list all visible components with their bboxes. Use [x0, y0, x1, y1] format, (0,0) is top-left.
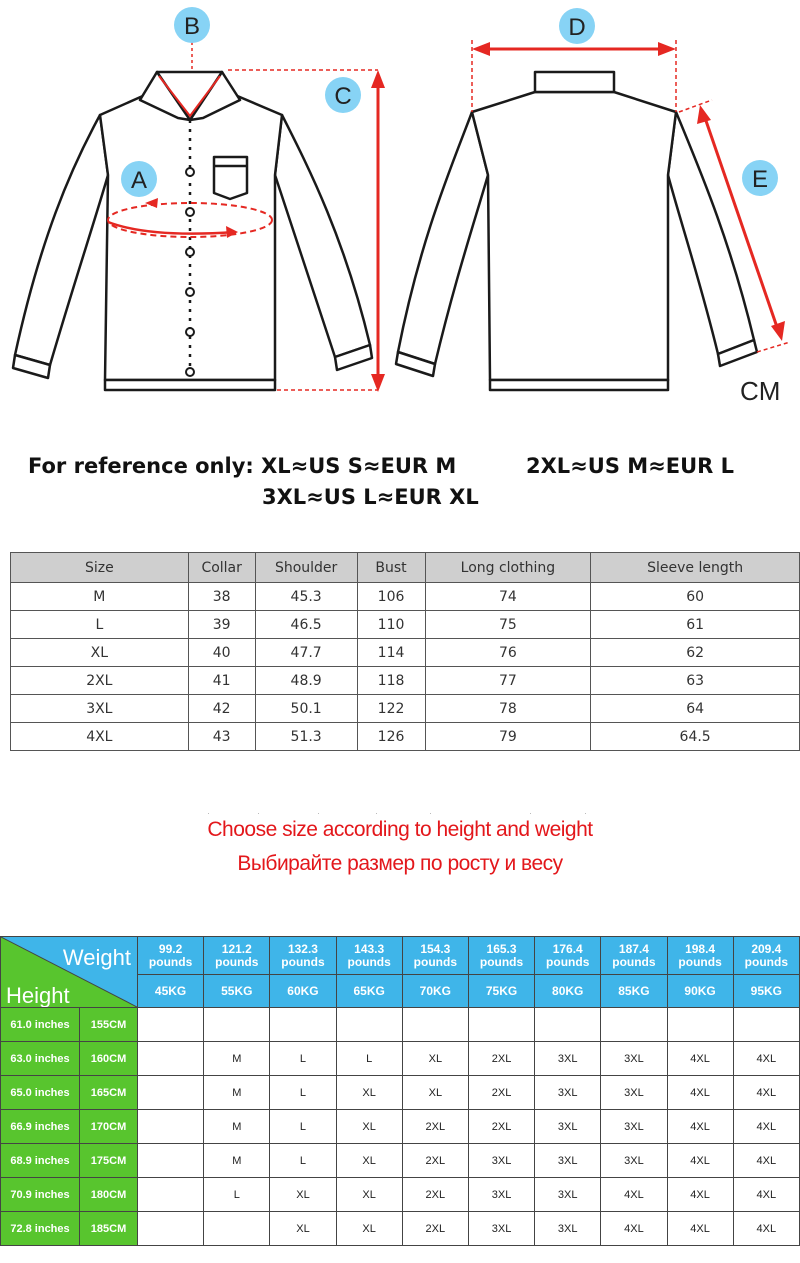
weight-pounds-cell — [402, 937, 468, 975]
recommended-size-cell: XL — [402, 1076, 468, 1110]
badge-b — [174, 7, 210, 43]
size-table-cell: 61 — [591, 611, 800, 639]
recommended-size-cell: 2XL — [402, 1110, 468, 1144]
badge-e — [742, 160, 778, 196]
header-sleeve-length: Sleeve length — [591, 553, 800, 583]
height-inches-cell: 68.9 inches — [1, 1144, 80, 1178]
recommended-size-cell: 3XL — [535, 1178, 601, 1212]
recommended-size-cell — [601, 1008, 667, 1042]
svg-text:B: B — [183, 13, 201, 40]
recommended-size-cell — [138, 1076, 204, 1110]
weight-pounds-cell — [733, 937, 799, 975]
recommended-size-cell: XL — [270, 1178, 336, 1212]
recommended-size-cell: 4XL — [601, 1212, 667, 1246]
recommended-size-cell: L — [270, 1042, 336, 1076]
recommended-size-cell: 2XL — [402, 1212, 468, 1246]
size-table-cell: 4XL — [11, 723, 189, 751]
badge-d — [559, 8, 595, 44]
recommended-size-cell — [138, 1042, 204, 1076]
size-table-cell: 126 — [357, 723, 425, 751]
divider-dots — [0, 800, 800, 802]
recommended-size-cell — [204, 1008, 270, 1042]
pounds-value: 99.2 — [158, 941, 183, 956]
recommended-size-cell: 3XL — [535, 1212, 601, 1246]
weight-kg-cell: 90KG — [667, 975, 733, 1008]
recommended-size-cell: 3XL — [535, 1144, 601, 1178]
recommended-size-cell: 3XL — [535, 1076, 601, 1110]
pounds-unit: pounds — [413, 954, 457, 969]
recommended-size-cell: M — [204, 1042, 270, 1076]
height-row — [1, 1008, 800, 1042]
weight-kg-cell: 85KG — [601, 975, 667, 1008]
height-weight-corner — [1, 937, 138, 1008]
height-cm-cell: 155CM — [80, 1008, 138, 1042]
size-table-cell: 43 — [188, 723, 255, 751]
pounds-value: 154.3 — [420, 941, 451, 956]
size-table-cell: 41 — [188, 667, 255, 695]
recommended-size-cell — [733, 1008, 799, 1042]
recommended-size-cell — [667, 1008, 733, 1042]
size-table-row — [11, 639, 800, 667]
recommended-size-cell: M — [204, 1076, 270, 1110]
badge-c — [325, 77, 361, 113]
recommended-size-cell — [270, 1008, 336, 1042]
weight-pounds-cell — [601, 937, 667, 975]
size-table-cell: 79 — [425, 723, 591, 751]
size-table-cell: 78 — [425, 695, 591, 723]
height-inches-cell: 65.0 inches — [1, 1076, 80, 1110]
size-table-cell: 77 — [425, 667, 591, 695]
size-table-cell: XL — [11, 639, 189, 667]
weight-kg-cell: 65KG — [336, 975, 402, 1008]
recommended-size-cell: 4XL — [733, 1110, 799, 1144]
svg-text:A: A — [130, 167, 148, 194]
recommended-size-cell: 2XL — [402, 1178, 468, 1212]
size-table-cell: 45.3 — [255, 583, 357, 611]
recommended-size-cell: 3XL — [601, 1076, 667, 1110]
recommended-size-cell: 4XL — [667, 1110, 733, 1144]
recommended-size-cell: 3XL — [535, 1042, 601, 1076]
recommended-size-cell: XL — [270, 1212, 336, 1246]
pounds-value: 187.4 — [618, 941, 649, 956]
weight-pounds-cell — [204, 937, 270, 975]
recommended-size-cell: 3XL — [468, 1144, 534, 1178]
unit-label: CM — [740, 376, 781, 406]
pounds-unit: pounds — [281, 954, 325, 969]
recommended-size-cell: XL — [402, 1042, 468, 1076]
recommended-size-cell: 4XL — [667, 1178, 733, 1212]
recommended-size-cell — [138, 1212, 204, 1246]
height-row — [1, 1212, 800, 1246]
size-table-row — [11, 723, 800, 751]
recommended-size-cell: M — [204, 1110, 270, 1144]
pounds-unit: pounds — [678, 954, 722, 969]
recommended-size-cell — [138, 1110, 204, 1144]
weight-kg-cell: 75KG — [468, 975, 534, 1008]
size-table-cell: 64 — [591, 695, 800, 723]
recommended-size-cell — [138, 1144, 204, 1178]
weight-kg-cell: 70KG — [402, 975, 468, 1008]
height-cm-cell: 160CM — [80, 1042, 138, 1076]
recommended-size-cell: 4XL — [733, 1144, 799, 1178]
recommended-size-cell: 4XL — [667, 1212, 733, 1246]
pounds-unit: pounds — [148, 954, 193, 969]
size-table-cell: M — [11, 583, 189, 611]
front-shirt-outline — [13, 72, 372, 390]
size-table-cell: 64.5 — [591, 723, 800, 751]
height-inches-cell: 61.0 inches — [1, 1008, 80, 1042]
recommended-size-cell: 2XL — [468, 1076, 534, 1110]
size-table-cell: 42 — [188, 695, 255, 723]
pounds-value: 209.4 — [751, 941, 782, 956]
recommended-size-cell: 3XL — [601, 1144, 667, 1178]
recommended-size-cell: 2XL — [468, 1110, 534, 1144]
height-label: Height — [6, 983, 70, 1007]
size-table-cell: L — [11, 611, 189, 639]
size-table-row — [11, 583, 800, 611]
size-table-row — [11, 667, 800, 695]
header-bust: Bust — [357, 553, 425, 583]
size-table-cell: 110 — [357, 611, 425, 639]
svg-text:C: C — [334, 83, 352, 110]
weight-kg-cell: 55KG — [204, 975, 270, 1008]
height-inches-cell: 72.8 inches — [1, 1212, 80, 1246]
recommended-size-cell: L — [270, 1110, 336, 1144]
recommended-size-cell: XL — [336, 1178, 402, 1212]
reference-line-1: For reference only: XL≈US S≈EUR M — [28, 454, 457, 478]
pounds-unit: pounds — [612, 954, 656, 969]
size-table-cell: 106 — [357, 583, 425, 611]
recommended-size-cell: 3XL — [601, 1110, 667, 1144]
svg-text:D: D — [568, 14, 586, 41]
height-cm-cell: 175CM — [80, 1144, 138, 1178]
note-english: Choose size according to height and weight — [207, 818, 593, 841]
shirt-measurement-diagram — [0, 0, 800, 420]
weight-pounds-cell — [468, 937, 534, 975]
height-inches-cell: 70.9 inches — [1, 1178, 80, 1212]
recommended-size-cell: 4XL — [667, 1144, 733, 1178]
badge-a — [121, 161, 157, 197]
size-table-cell: 3XL — [11, 695, 189, 723]
height-row — [1, 1144, 800, 1178]
pounds-unit: pounds — [479, 954, 524, 969]
recommended-size-cell: 4XL — [733, 1178, 799, 1212]
size-table-cell: 50.1 — [255, 695, 357, 723]
svg-text:E: E — [751, 166, 769, 193]
size-table-cell: 47.7 — [255, 639, 357, 667]
size-table-cell: 2XL — [11, 667, 189, 695]
pounds-value: 165.3 — [486, 941, 517, 956]
header-long-clothing: Long clothing — [425, 553, 591, 583]
recommended-size-cell — [468, 1008, 534, 1042]
size-table-cell: 46.5 — [255, 611, 357, 639]
size-table-cell: 122 — [357, 695, 425, 723]
pounds-value: 198.4 — [685, 941, 716, 956]
pounds-value: 121.2 — [221, 941, 252, 956]
recommended-size-cell: L — [270, 1076, 336, 1110]
recommended-size-cell: 3XL — [601, 1042, 667, 1076]
size-table-cell: 76 — [425, 639, 591, 667]
recommended-size-cell: L — [204, 1178, 270, 1212]
header-shoulder: Shoulder — [255, 553, 357, 583]
header-size: Size — [11, 553, 189, 583]
size-table-header-row — [11, 553, 800, 583]
size-table-cell: 74 — [425, 583, 591, 611]
recommended-size-cell: M — [204, 1144, 270, 1178]
recommended-size-cell: L — [336, 1042, 402, 1076]
pounds-unit: pounds — [744, 954, 788, 969]
size-table-cell: 60 — [591, 583, 800, 611]
weight-label: Weight — [62, 945, 131, 970]
weight-kg-cell: 80KG — [535, 975, 601, 1008]
height-row — [1, 1178, 800, 1212]
recommended-size-cell: 4XL — [733, 1042, 799, 1076]
weight-pounds-cell — [270, 937, 336, 975]
pounds-unit: pounds — [215, 954, 259, 969]
height-cm-cell: 165CM — [80, 1076, 138, 1110]
recommended-size-cell: 4XL — [733, 1212, 799, 1246]
pounds-unit: pounds — [347, 954, 391, 969]
recommended-size-cell — [138, 1178, 204, 1212]
recommended-size-cell — [138, 1008, 204, 1042]
pounds-value: 176.4 — [552, 941, 583, 956]
recommended-size-cell: 4XL — [601, 1178, 667, 1212]
recommended-size-cell: 2XL — [402, 1144, 468, 1178]
recommended-size-cell: XL — [336, 1110, 402, 1144]
height-cm-cell: 185CM — [80, 1212, 138, 1246]
pounds-unit: pounds — [546, 954, 590, 969]
recommended-size-cell — [336, 1008, 402, 1042]
size-table-cell: 62 — [591, 639, 800, 667]
size-table-cell: 40 — [188, 639, 255, 667]
recommended-size-cell: L — [270, 1144, 336, 1178]
weight-pounds-row — [1, 937, 800, 975]
size-table-cell: 63 — [591, 667, 800, 695]
height-cm-cell: 170CM — [80, 1110, 138, 1144]
weight-pounds-cell — [138, 937, 204, 975]
pounds-value: 132.3 — [287, 941, 318, 956]
size-table-cell: 118 — [357, 667, 425, 695]
recommended-size-cell: 4XL — [667, 1076, 733, 1110]
recommended-size-cell: 3XL — [468, 1212, 534, 1246]
size-table-row — [11, 611, 800, 639]
recommended-size-cell: 2XL — [468, 1042, 534, 1076]
recommended-size-cell — [204, 1212, 270, 1246]
height-inches-cell: 66.9 inches — [1, 1110, 80, 1144]
size-table-cell: 39 — [188, 611, 255, 639]
height-row — [1, 1042, 800, 1076]
height-cm-cell: 180CM — [80, 1178, 138, 1212]
weight-kg-cell: 45KG — [138, 975, 204, 1008]
recommended-size-cell: 4XL — [667, 1042, 733, 1076]
weight-pounds-cell — [535, 937, 601, 975]
size-table-cell: 51.3 — [255, 723, 357, 751]
height-inches-cell: 63.0 inches — [1, 1042, 80, 1076]
recommended-size-cell: XL — [336, 1144, 402, 1178]
size-table-cell: 38 — [188, 583, 255, 611]
size-table-cell: 48.9 — [255, 667, 357, 695]
size-table-row — [11, 695, 800, 723]
note-russian: Выбирайте размер по росту и весу — [237, 852, 563, 875]
recommended-size-cell: 3XL — [535, 1110, 601, 1144]
recommended-size-cell: 3XL — [468, 1178, 534, 1212]
height-row — [1, 1076, 800, 1110]
weight-pounds-cell — [667, 937, 733, 975]
recommended-size-cell: XL — [336, 1212, 402, 1246]
header-collar: Collar — [188, 553, 255, 583]
weight-pounds-cell — [336, 937, 402, 975]
height-row — [1, 1110, 800, 1144]
recommended-size-cell — [535, 1008, 601, 1042]
reference-line-1b: 2XL≈US M≈EUR L — [526, 454, 735, 478]
weight-kg-cell: 95KG — [733, 975, 799, 1008]
size-table-cell: 75 — [425, 611, 591, 639]
height-weight-table — [0, 936, 800, 1246]
reference-line-2: 3XL≈US L≈EUR XL — [262, 485, 479, 509]
size-table-cell: 114 — [357, 639, 425, 667]
recommended-size-cell: 4XL — [733, 1076, 799, 1110]
size-measurement-table — [10, 552, 800, 751]
pounds-value: 143.3 — [354, 941, 385, 956]
weight-kg-cell: 60KG — [270, 975, 336, 1008]
recommended-size-cell: XL — [336, 1076, 402, 1110]
recommended-size-cell — [402, 1008, 468, 1042]
